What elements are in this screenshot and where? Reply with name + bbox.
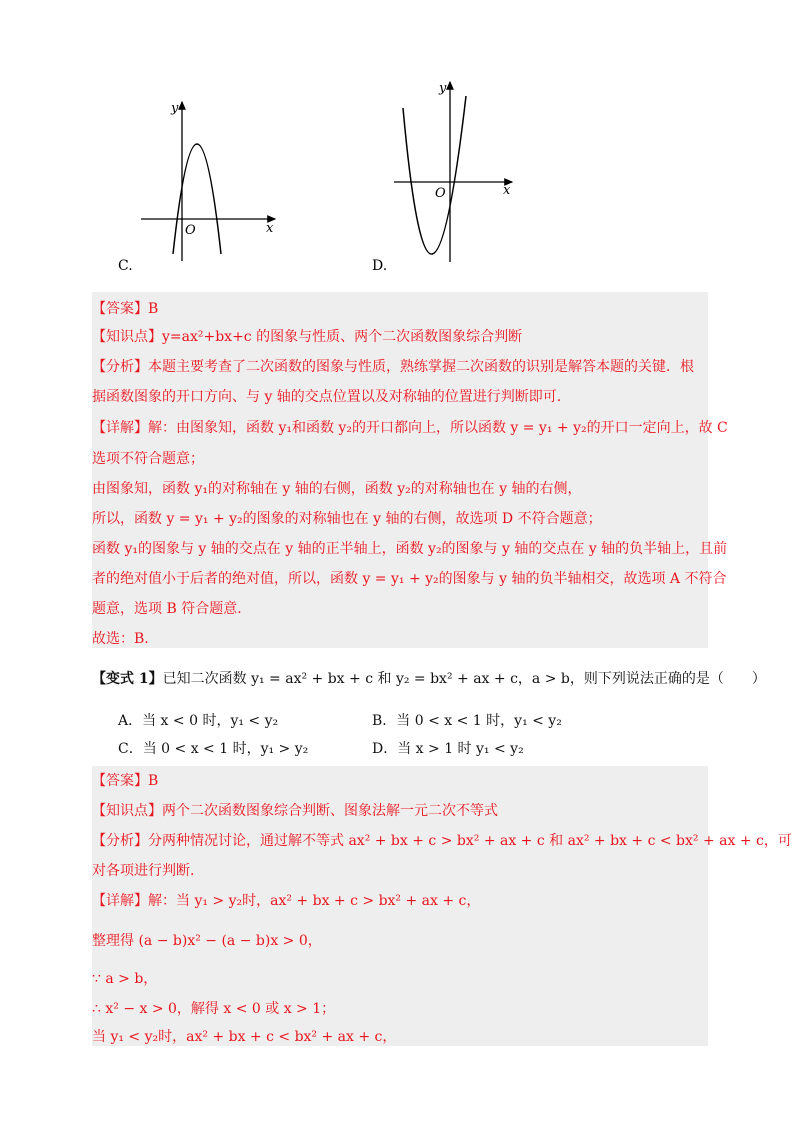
parabola-curve (173, 144, 221, 254)
analysis-line: 对各项进行判断. (92, 863, 195, 879)
variant-title: 【变式 1】 (92, 671, 163, 687)
detail-line: 选项不符合题意； (92, 451, 204, 467)
parabola-c-figure (135, 96, 285, 268)
conclusion-line: 故选：B. (92, 631, 149, 647)
detail-line: 所以，函数 y = y₁ + y₂的图象的对称轴也在 y 轴的右侧，故选项 D 不符合题意； (92, 511, 602, 527)
origin-label: O (435, 186, 446, 201)
detail-line: 函数 y₁的图象与 y 轴的交点在 y 轴的正半轴上，函数 y₂的图象与 y 轴的交点在 y 轴的负半轴上，且前 (92, 541, 728, 557)
option-d-label: D. (372, 258, 388, 274)
x-axis-label: x (266, 221, 274, 236)
origin-label: O (185, 223, 196, 238)
option-c[interactable]: C．当 0 < x < 1 时，y₁ > y₂ (118, 741, 309, 757)
answer-label: 【答案】B (92, 773, 159, 789)
detail-line: ∴ x² − x > 0，解得 x < 0 或 x > 1； (92, 1001, 336, 1017)
parabola-d-figure (390, 76, 520, 266)
analysis-line: 【分析】本题主要考查了二次函数的图象与性质，熟练掌握二次函数的识别是解答本题的关键．根 (92, 359, 694, 375)
option-b[interactable]: B．当 0 < x < 1 时，y₁ < y₂ (372, 713, 562, 729)
detail-line: 当 y₁ < y₂时，ax² + bx + c < bx² + ax + c， (92, 1029, 397, 1045)
answer-label: 【答案】B (92, 301, 159, 317)
parabola-curve (403, 96, 466, 254)
detail-line: 题意，选项 B 符合题意. (92, 601, 242, 617)
knowledge-point: 【知识点】y=ax²+bx+c 的图象与性质、两个二次函数图象综合判断 (92, 329, 523, 345)
detail-line: 者的绝对值小于后者的绝对值，所以，函数 y = y₁ + y₂的图象与 y 轴的负半轴相交，故选项 A 不符合 (92, 571, 727, 587)
analysis-line: 【分析】分两种情况讨论，通过解不等式 ax² + bx + c > bx² + ax + c 和 ax² + bx + c < bx² + ax + c，可 (92, 833, 792, 849)
variant-question-text: 已知二次函数 y₁ = ax² + bx + c 和 y₂ = bx² + ax + c，a > b，则下列说法正确的是（ ） (162, 671, 766, 687)
variant-question (92, 668, 766, 688)
analysis-line: 据函数图象的开口方向、与 y 轴的交点位置以及对称轴的位置进行判断即可. (92, 389, 562, 405)
detail-line: 由图象知，函数 y₁的对称轴在 y 轴的右侧，函数 y₂的对称轴也在 y 轴的右侧， (92, 481, 582, 497)
detail-line: 整理得 (a − b)x² − (a − b)x > 0， (92, 933, 322, 949)
detail-line: ∵ a > b， (92, 971, 158, 987)
y-axis-label: y (439, 81, 447, 96)
option-d[interactable]: D．当 x > 1 时 y₁ < y₂ (372, 741, 524, 757)
detail-line: 【详解】解：由图象知，函数 y₁和函数 y₂的开口都向上，所以函数 y = y₁ + y₂的开口一定向上，故 C (92, 420, 728, 436)
x-axis-label: x (503, 183, 511, 198)
option-a[interactable]: A．当 x < 0 时，y₁ < y₂ (118, 713, 279, 729)
knowledge-point: 【知识点】两个二次函数图象综合判断、图象法解一元二次不等式 (92, 803, 498, 819)
y-axis-label: y (171, 101, 179, 116)
detail-line: 【详解】解：当 y₁ > y₂时，ax² + bx + c > bx² + ax + c， (92, 893, 481, 909)
graph-c (135, 96, 285, 268)
graph-d (390, 76, 520, 266)
option-c-label: C. (118, 258, 133, 274)
